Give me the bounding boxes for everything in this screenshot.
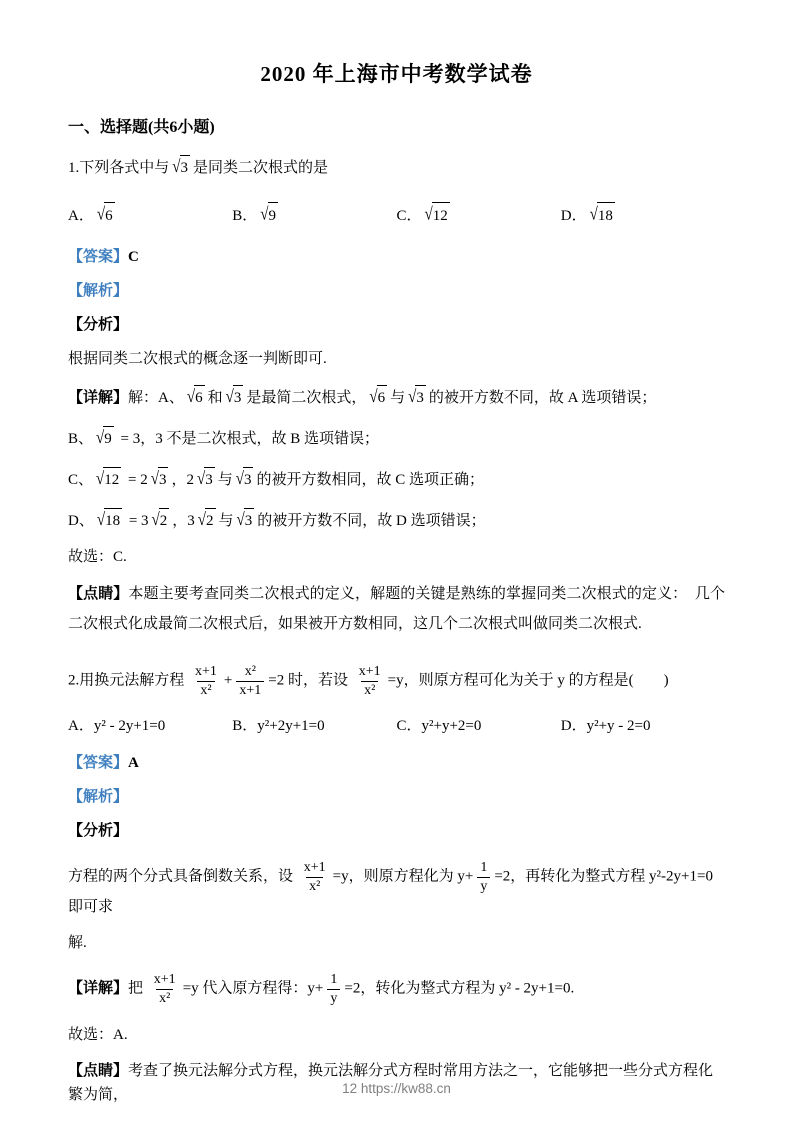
radicand: 9 <box>103 426 114 451</box>
radicand: 3 <box>244 508 255 533</box>
bold-label: 【详解】 <box>68 980 129 997</box>
answer-tag: 【答案】 <box>68 249 129 265</box>
radical-sign-icon: √ <box>186 387 196 407</box>
sqrt-expression <box>198 508 216 533</box>
q2-fenxi-line <box>68 819 725 843</box>
fraction-expression <box>327 971 340 1007</box>
radical-sign-icon: √ <box>369 387 378 407</box>
sqrt-expression <box>260 202 278 229</box>
radicand: 6 <box>377 385 388 410</box>
sqrt-expression <box>172 155 190 180</box>
q1-fenxi-text: 根据同类二次根式的概念逐一判断即可. <box>68 351 327 367</box>
fraction-numerator: x+1 <box>358 664 381 679</box>
bold-label: 【详解】 <box>68 390 129 406</box>
sqrt-expression <box>237 508 255 533</box>
sqrt-expression <box>236 467 254 492</box>
sqrt-expression <box>97 202 115 229</box>
q2-jiexi-line <box>68 785 725 809</box>
fraction-expression <box>192 663 220 699</box>
fraction-numerator: x² <box>244 664 256 679</box>
q1-option-d: D． √18 <box>561 202 725 229</box>
doc-title: 2020 年上海市中考数学试卷 <box>260 62 533 86</box>
fraction-denominator: y <box>327 989 340 1008</box>
radicand: 3 <box>415 385 426 410</box>
q1-conclusion: 故选：C. <box>68 549 127 565</box>
radicand: 12 <box>432 202 450 229</box>
fraction-denominator: x² <box>197 681 214 700</box>
radicand: 2 <box>205 508 216 533</box>
q1-detail-c: C、 √12 = 2 √3 ，2 √3 与 √3 的被开方数相同，故 C 选项正确； <box>68 467 725 492</box>
q1-options-row <box>68 202 725 229</box>
sqrt-expression <box>187 385 205 410</box>
q1-fenxi-line <box>68 313 725 337</box>
fraction-numerator: x+1 <box>153 972 176 987</box>
radical-sign-icon: √ <box>150 469 159 489</box>
q1-note: 【点睛】本题主要考查同类二次根式的定义，解题的关键是熟练的掌握同类二次根式的定义： 几个二次根式化成最简二次根式后，如果被开方数相同，这几个二次根式叫做同类二次根式. <box>68 586 725 632</box>
sqrt-expression <box>152 508 170 533</box>
answer-tag: 【答案】 <box>68 755 129 771</box>
fraction-numerator: 1 <box>480 860 488 875</box>
fraction-denominator: x² <box>156 989 173 1008</box>
q2-option-a: A．y² - 2y+1=0 <box>68 718 166 734</box>
fraction-denominator: x+1 <box>236 681 264 700</box>
q2-fenxi-text: 方程的两个分式具备倒数关系，设 $\frac{x+1}{\text{x²}}$ =y，则原方程化为 y+ $\frac{1}{y}$ =2，再转化为整式方程 y²-2y+1=0 即可求 <box>68 860 713 915</box>
radical-sign-icon: √ <box>96 510 106 530</box>
q1-detail-line: 【详解】解：A、 √6 和 √3 是最简二次根式， √6 与 √3 的被开方数不同，故 A 选项错误； <box>68 385 725 410</box>
radicand: 18 <box>597 202 615 229</box>
jiexi-tag: 【解析】 <box>68 789 129 805</box>
radical-sign-icon: √ <box>225 387 234 407</box>
radical-sign-icon: √ <box>96 469 105 489</box>
radical-sign-icon: √ <box>96 428 105 448</box>
radicand: 3 <box>233 385 244 410</box>
fraction-numerator: x+1 <box>195 664 217 679</box>
fraction-expression <box>477 859 490 895</box>
radicand: 18 <box>104 508 122 533</box>
radical-sign-icon: √ <box>260 205 269 225</box>
q1-option-b: B． √9 <box>232 202 396 229</box>
fraction-numerator: x+1 <box>303 860 326 875</box>
sqrt-expression <box>97 508 122 533</box>
radical-sign-icon: √ <box>236 510 245 530</box>
q1-detail-b: B、 √9 = 3，3 不是二次根式，故 B 选项错误； <box>68 426 725 451</box>
fraction-denominator: y <box>477 877 490 896</box>
radical-sign-icon: √ <box>172 157 181 177</box>
fraction-numerator: 1 <box>330 972 338 987</box>
q2-answer-value: A <box>128 755 139 771</box>
sqrt-expression <box>408 385 426 410</box>
q2-note: 【点睛】考查了换元法解分式方程，换元法解分式方程时常用方法之一，它能够把一些分式方程化繁为简， <box>68 1063 714 1103</box>
sqrt-expression <box>425 202 450 229</box>
radical-sign-icon: √ <box>408 387 417 407</box>
q2-options-row <box>68 713 725 739</box>
q1-detail-d: D、 √18 = 3 √2 ，3 √2 与 √3 的被开方数不同，故 D 选项错误； <box>68 508 725 533</box>
sqrt-expression <box>96 426 114 451</box>
q1-option-a: A． √6 <box>68 202 232 229</box>
q1-answer-value: C <box>128 249 139 265</box>
radical-sign-icon: √ <box>589 205 598 225</box>
fraction-expression <box>236 663 264 699</box>
radicand: 12 <box>103 467 121 492</box>
radicand: 3 <box>158 467 169 492</box>
bold-label: 【点睛】 <box>68 586 129 602</box>
q1-stem: 1.下列各式中与 √3 是同类二次根式的是 <box>68 155 725 180</box>
radical-sign-icon: √ <box>197 510 207 530</box>
sqrt-expression <box>226 385 244 410</box>
sqrt-expression <box>590 202 615 229</box>
fraction-denominator: x² <box>361 681 378 700</box>
q2-stem: 2.用换元法解方程 $\frac{x+1}{\text{x²}}$ + $\frac{\text{x²}}{x+1}$ =2 时，若设 $\frac{x+1}{\text{x²}}$ =y，则原方程可化为关于 y 的方程是( ) <box>68 664 669 698</box>
sqrt-expression <box>96 467 121 492</box>
page-footer: 12 https://kw88.cn <box>342 1081 451 1096</box>
radical-sign-icon: √ <box>196 469 206 489</box>
radicand: 3 <box>243 467 254 492</box>
fraction-expression <box>356 663 384 699</box>
q2-detail-line: 【详解】把 $\frac{x+1}{\text{x²}}$ =y 代入原方程得：y+ $\frac{1}{y}$ =2，转化为整式方程为 y² - 2y+1=0. <box>68 972 575 1006</box>
fraction-denominator: x² <box>306 877 323 896</box>
q2-option-d: D．y²+y - 2=0 <box>560 718 651 734</box>
radicand: 3 <box>180 155 191 180</box>
radicand: 6 <box>194 385 205 410</box>
fraction-expression <box>151 971 179 1007</box>
radicand: 9 <box>268 202 279 229</box>
sqrt-expression <box>369 385 387 410</box>
q1-jiexi-line <box>68 279 725 303</box>
radicand: 2 <box>159 508 170 533</box>
jiexi-tag: 【解析】 <box>68 283 129 299</box>
q1-answer-line <box>68 245 725 269</box>
radical-sign-icon: √ <box>151 510 160 530</box>
radicand: 6 <box>104 202 115 229</box>
fenxi-tag: 【分析】 <box>68 823 129 839</box>
sqrt-expression <box>151 467 169 492</box>
q2-answer-line <box>68 751 725 775</box>
q2-option-b: B．y²+2y+1=0 <box>232 718 325 734</box>
q2-conclusion: 故选：A. <box>68 1027 128 1043</box>
q2-option-c: C．y²+y+2=0 <box>396 718 482 734</box>
q2-fenxi-tail: 解. <box>68 935 87 951</box>
bold-label: 【点睛】 <box>68 1063 129 1079</box>
section-heading: 一、选择题(共6小题) <box>68 119 215 136</box>
fenxi-tag: 【分析】 <box>68 317 129 333</box>
sqrt-expression <box>197 467 215 492</box>
fraction-expression <box>301 859 329 895</box>
q1-option-c: C． √12 <box>397 202 561 229</box>
radical-sign-icon: √ <box>424 205 433 225</box>
radicand: 3 <box>204 467 215 492</box>
radical-sign-icon: √ <box>96 205 106 225</box>
radical-sign-icon: √ <box>235 469 244 489</box>
